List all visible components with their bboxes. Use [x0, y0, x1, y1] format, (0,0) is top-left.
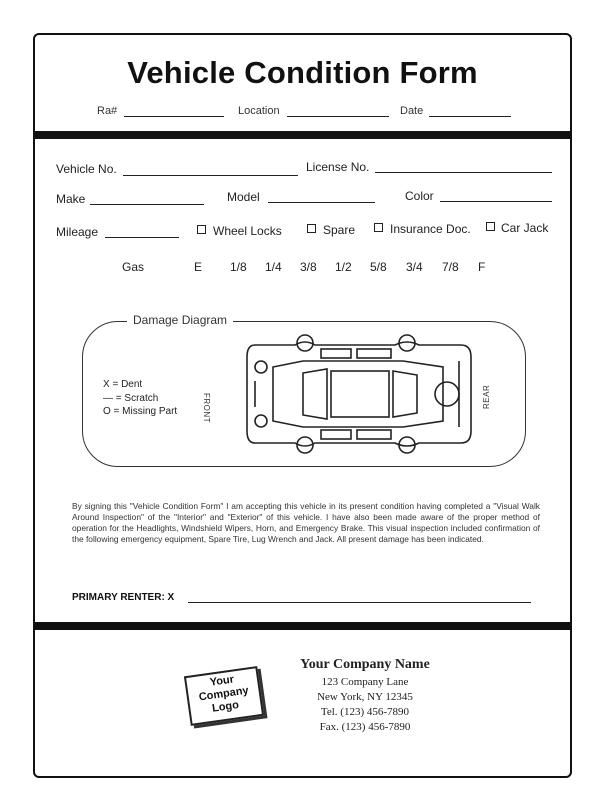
make-label: Make [56, 192, 86, 206]
ra-field[interactable] [124, 116, 224, 117]
logo-line-1: Your [209, 673, 235, 689]
make-field[interactable] [90, 204, 204, 205]
model-label: Model [227, 190, 260, 204]
company-name: Your Company Name [300, 657, 430, 672]
legend-scratch: — = Scratch [103, 393, 159, 404]
logo-line-3: Logo [211, 699, 240, 715]
color-field[interactable] [440, 201, 552, 202]
primary-renter-label: PRIMARY RENTER: X [72, 592, 175, 603]
company-address-1: 123 Company Lane [321, 676, 409, 688]
front-label: FRONT [202, 393, 211, 424]
license-no-field[interactable] [375, 172, 552, 173]
top-divider [35, 131, 570, 139]
gas-level-1-2[interactable]: 1/2 [335, 260, 352, 274]
mileage-field[interactable] [105, 237, 179, 238]
primary-renter-signature-field[interactable] [188, 602, 531, 603]
company-address-2: New York, NY 12345 [317, 691, 413, 703]
gas-level-3-8[interactable]: 3/8 [300, 260, 317, 274]
company-fax: Fax. (123) 456-7890 [319, 721, 411, 733]
gas-level-5-8[interactable]: 5/8 [370, 260, 387, 274]
wheel-locks-checkbox[interactable] [197, 225, 206, 234]
logo-line-2: Company [198, 684, 250, 704]
form-frame [33, 33, 572, 778]
gas-level-7-8[interactable]: 7/8 [442, 260, 459, 274]
gas-label: Gas [122, 260, 145, 274]
legend-missing-part: O = Missing Part [103, 406, 178, 417]
license-no-label: License No. [306, 160, 370, 174]
insurance-doc-label: Insurance Doc. [390, 222, 471, 236]
form-title: Vehicle Condition Form [127, 55, 478, 90]
rear-label: REAR [482, 384, 491, 409]
spare-label: Spare [323, 223, 356, 237]
car-jack-label: Car Jack [501, 221, 549, 235]
model-field[interactable] [268, 202, 375, 203]
location-label: Location [238, 105, 280, 117]
gas-level-3-4[interactable]: 3/4 [406, 260, 423, 274]
date-label: Date [400, 105, 424, 117]
company-logo [184, 666, 264, 726]
legend-dent: X = Dent [103, 379, 143, 390]
vehicle-no-field[interactable] [123, 175, 298, 176]
vehicle-no-label: Vehicle No. [56, 162, 117, 176]
wheel-locks-label: Wheel Locks [213, 224, 282, 238]
ra-label: Ra# [97, 105, 118, 117]
company-tel: Tel. (123) 456-7890 [320, 706, 410, 718]
company-info [265, 657, 465, 735]
agreement-text: By signing this "Vehicle Condition Form" I am accepting this vehicle in its present condition having completed a "Visual Walk Around Inspection" of the "Interior" and "Exterior" of this vehicle. I have also been made aware of the proper method of operation for the Headlights, Windshield Wipers, Horn, and Emergency Brake. This visual inspection included confirmation of the following emergency equipment, Spare Tire, Lug Wrench and Jack. All present damage has been indicated. [72, 501, 540, 544]
gas-level-1-8[interactable]: 1/8 [230, 260, 247, 274]
color-label: Color [405, 189, 434, 203]
gas-level-e[interactable]: E [194, 260, 203, 274]
date-field[interactable] [429, 116, 511, 117]
mileage-label: Mileage [56, 225, 99, 239]
damage-diagram-title: Damage Diagram [127, 313, 233, 327]
spare-checkbox[interactable] [307, 224, 316, 233]
gas-level-1-4[interactable]: 1/4 [265, 260, 282, 274]
car-jack-checkbox[interactable] [486, 222, 495, 231]
car-diagram-icon[interactable] [235, 331, 483, 457]
bottom-divider [35, 622, 570, 630]
gas-level-f[interactable]: F [478, 260, 486, 274]
insurance-doc-checkbox[interactable] [374, 223, 383, 232]
location-field[interactable] [287, 116, 389, 117]
